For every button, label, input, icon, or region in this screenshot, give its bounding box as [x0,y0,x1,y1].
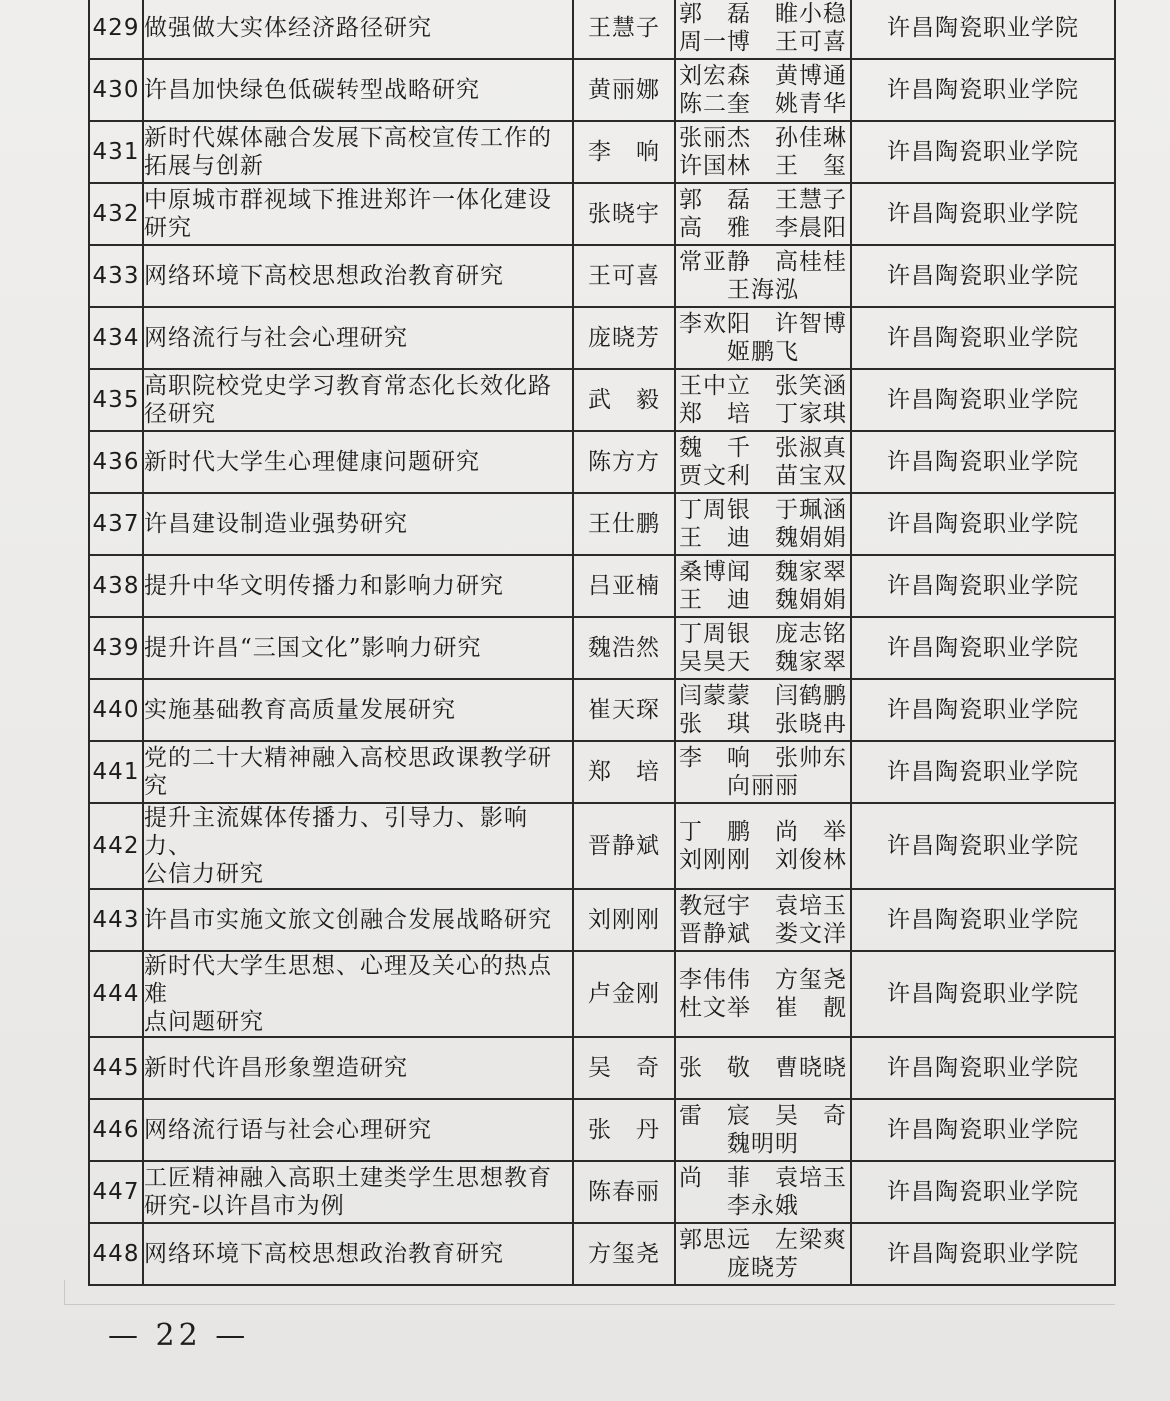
project-title [143,617,573,679]
member-line: 李永娥 [727,1193,799,1219]
project-title-line: 拓展与创新 [144,153,264,179]
project-leader: 崔天琛 [573,679,675,741]
member-line: 李伟伟 方玺尧 [679,967,847,993]
project-members [675,951,851,1037]
member-line: 雷 宸 吴 奇 [679,1103,847,1129]
project-leader: 魏浩然 [573,617,675,679]
project-title [143,183,573,245]
member-line: 郑 培 丁家琪 [679,401,847,427]
project-members [675,1161,851,1223]
project-members [675,59,851,121]
project-unit: 许昌陶瓷职业学院 [851,0,1115,59]
project-title-line: 径研究 [144,401,216,427]
row-number: 448 [89,1223,143,1285]
row-number: 444 [89,951,143,1037]
project-members [675,0,851,59]
member-line: 常亚静 高桂桂 [679,249,847,275]
project-title [143,951,573,1037]
table-row [89,555,1115,617]
project-leader: 郑 培 [573,741,675,803]
project-unit: 许昌陶瓷职业学院 [851,741,1115,803]
project-unit: 许昌陶瓷职业学院 [851,121,1115,183]
member-line: 张丽杰 孙佳琳 [679,125,847,151]
member-line: 教冠宇 袁培玉 [679,893,847,919]
project-leader: 陈方方 [573,431,675,493]
row-number: 442 [89,803,143,889]
project-title-line: 公信力研究 [144,861,264,887]
project-members [675,245,851,307]
project-title [143,1161,573,1223]
project-leader: 张晓宇 [573,183,675,245]
project-leader: 吴 奇 [573,1037,675,1099]
project-title-line: 工匠精神融入高职土建类学生思想教育 [144,1165,552,1191]
project-title-line: 高职院校党史学习教育常态化长效化路 [144,373,552,399]
project-leader: 黄丽娜 [573,59,675,121]
row-number: 441 [89,741,143,803]
project-members [675,369,851,431]
project-leader: 刘刚刚 [573,889,675,951]
project-unit: 许昌陶瓷职业学院 [851,1099,1115,1161]
table-row [89,307,1115,369]
row-number: 429 [89,0,143,59]
project-title-line: 党的二十大精神融入高校思政课教学研究 [144,745,552,799]
row-number: 430 [89,59,143,121]
table-row [89,183,1115,245]
project-leader: 张 丹 [573,1099,675,1161]
project-unit: 许昌陶瓷职业学院 [851,617,1115,679]
project-title-line: 网络环境下高校思想政治教育研究 [144,263,504,289]
project-leader: 王可喜 [573,245,675,307]
page-number: — 22 — [108,1318,250,1353]
project-title [143,369,573,431]
project-members [675,1099,851,1161]
project-unit: 许昌陶瓷职业学院 [851,307,1115,369]
project-title [143,245,573,307]
member-line: 李欢阳 许智博 [679,311,847,337]
project-title-line: 提升许昌“三国文化”影响力研究 [144,635,482,661]
row-number: 443 [89,889,143,951]
table-row [89,245,1115,307]
project-title-line: 中原城市群视域下推进郑许一体化建设 [144,187,552,213]
project-title-line: 研究 [144,215,192,241]
project-title [143,889,573,951]
member-line: 许国林 王 玺 [679,153,847,179]
project-title-line: 实施基础教育高质量发展研究 [144,697,456,723]
member-line: 王中立 张笑涵 [679,373,847,399]
project-members [675,889,851,951]
member-line: 陈二奎 姚青华 [679,91,847,117]
member-line: 贾文利 苗宝双 [679,463,847,489]
project-title-line: 提升中华文明传播力和影响力研究 [144,573,504,599]
project-members [675,741,851,803]
project-title-line: 新时代许昌形象塑造研究 [144,1055,408,1081]
member-line: 丁周银 庞志铭 [679,621,847,647]
member-line: 刘宏森 黄博通 [679,63,847,89]
table-row [89,431,1115,493]
project-title [143,0,573,59]
project-leader: 陈春丽 [573,1161,675,1223]
project-title-line: 提升主流媒体传播力、引导力、影响力、 [144,805,528,859]
project-unit: 许昌陶瓷职业学院 [851,431,1115,493]
member-line: 向丽丽 [727,773,799,799]
member-line: 尚 菲 袁培玉 [679,1165,847,1191]
project-table-body [89,0,1115,1285]
project-title-line: 研究-以许昌市为例 [144,1193,345,1219]
project-title-line: 许昌市实施文旅文创融合发展战略研究 [144,907,552,933]
project-leader: 王慧子 [573,0,675,59]
project-title [143,1223,573,1285]
row-number: 439 [89,617,143,679]
project-title-line: 新时代媒体融合发展下高校宣传工作的 [144,125,552,151]
member-line: 郭思远 左梁爽 [679,1227,847,1253]
row-number: 438 [89,555,143,617]
table-row [89,617,1115,679]
project-leader: 吕亚楠 [573,555,675,617]
project-title-line: 许昌建设制造业强势研究 [144,511,408,537]
row-number: 431 [89,121,143,183]
table-row [89,1223,1115,1285]
project-title-line: 网络流行语与社会心理研究 [144,1117,432,1143]
project-unit: 许昌陶瓷职业学院 [851,183,1115,245]
table-row [89,0,1115,59]
project-title-line: 做强做大实体经济路径研究 [144,15,432,41]
project-title-line: 网络环境下高校思想政治教育研究 [144,1241,504,1267]
project-unit: 许昌陶瓷职业学院 [851,59,1115,121]
project-members [675,493,851,555]
project-title [143,307,573,369]
row-number: 447 [89,1161,143,1223]
project-unit: 许昌陶瓷职业学院 [851,245,1115,307]
project-unit: 许昌陶瓷职业学院 [851,889,1115,951]
project-title [143,1099,573,1161]
member-line: 王 迪 魏娟娟 [679,587,847,613]
project-members [675,1037,851,1099]
table-row [89,369,1115,431]
member-line: 桑博闻 魏家翠 [679,559,847,585]
project-title-line: 点问题研究 [144,1009,264,1035]
project-title-line: 网络流行与社会心理研究 [144,325,408,351]
member-line: 吴昊天 魏家翠 [679,649,847,675]
project-title [143,59,573,121]
table-row [89,741,1115,803]
table-row [89,59,1115,121]
member-line: 王海泓 [727,277,799,303]
project-members [675,121,851,183]
table-row [89,1099,1115,1161]
member-line: 高 雅 李晨阳 [679,215,847,241]
project-unit: 许昌陶瓷职业学院 [851,679,1115,741]
member-line: 丁 鹏 尚 举 [679,819,847,845]
member-line: 魏 千 张淑真 [679,435,847,461]
table-row [89,1161,1115,1223]
project-members [675,617,851,679]
table-row [89,951,1115,1037]
project-members [675,307,851,369]
project-title [143,555,573,617]
project-unit: 许昌陶瓷职业学院 [851,1223,1115,1285]
table-row [89,679,1115,741]
project-title [143,803,573,889]
project-title [143,1037,573,1099]
table-row [89,803,1115,889]
project-title-line: 许昌加快绿色低碳转型战略研究 [144,77,480,103]
project-members [675,679,851,741]
row-number: 432 [89,183,143,245]
row-number: 445 [89,1037,143,1099]
project-leader: 方玺尧 [573,1223,675,1285]
project-members [675,1223,851,1285]
project-members [675,555,851,617]
project-unit: 许昌陶瓷职业学院 [851,1037,1115,1099]
project-unit: 许昌陶瓷职业学院 [851,493,1115,555]
member-line: 晋静斌 娄文洋 [679,921,847,947]
member-line: 张 琪 张晓冉 [679,711,847,737]
project-leader: 卢金刚 [573,951,675,1037]
project-leader: 李 响 [573,121,675,183]
table-row [89,889,1115,951]
row-number: 446 [89,1099,143,1161]
project-leader: 王仕鹏 [573,493,675,555]
table-row [89,1037,1115,1099]
row-number: 435 [89,369,143,431]
member-line: 杜文举 崔 靓 [679,995,847,1021]
member-line: 丁周银 于珮涵 [679,497,847,523]
member-line: 王 迪 魏娟娟 [679,525,847,551]
row-number: 436 [89,431,143,493]
project-title [143,493,573,555]
project-leader: 庞晓芳 [573,307,675,369]
member-line: 郭 磊 王慧子 [679,187,847,213]
project-leader: 武 毅 [573,369,675,431]
member-line: 李 响 张帅东 [679,745,847,771]
row-number: 437 [89,493,143,555]
table-row [89,121,1115,183]
table-row [89,493,1115,555]
member-line: 庞晓芳 [727,1255,799,1281]
member-line: 周一博 王可喜 [679,29,847,55]
project-members [675,431,851,493]
member-line: 刘刚刚 刘俊林 [679,847,847,873]
member-line: 郭 磊 睢小稳 [679,1,847,27]
project-unit: 许昌陶瓷职业学院 [851,1161,1115,1223]
project-title-line: 新时代大学生心理健康问题研究 [144,449,480,475]
project-unit: 许昌陶瓷职业学院 [851,369,1115,431]
project-title [143,741,573,803]
project-title-line: 新时代大学生思想、心理及关心的热点难 [144,953,552,1007]
project-title [143,121,573,183]
member-line: 张 敬 曹晓晓 [679,1055,847,1081]
row-number: 433 [89,245,143,307]
project-title [143,431,573,493]
project-title [143,679,573,741]
member-line: 魏明明 [727,1131,799,1157]
row-number: 434 [89,307,143,369]
member-line: 姬鹏飞 [727,339,799,365]
project-unit: 许昌陶瓷职业学院 [851,951,1115,1037]
project-table [88,0,1116,1286]
project-members [675,803,851,889]
member-line: 闫蒙蒙 闫鹤鹏 [679,683,847,709]
bleed-through-frame [64,1280,1115,1305]
project-unit: 许昌陶瓷职业学院 [851,803,1115,889]
project-members [675,183,851,245]
project-leader: 晋静斌 [573,803,675,889]
row-number: 440 [89,679,143,741]
project-unit: 许昌陶瓷职业学院 [851,555,1115,617]
